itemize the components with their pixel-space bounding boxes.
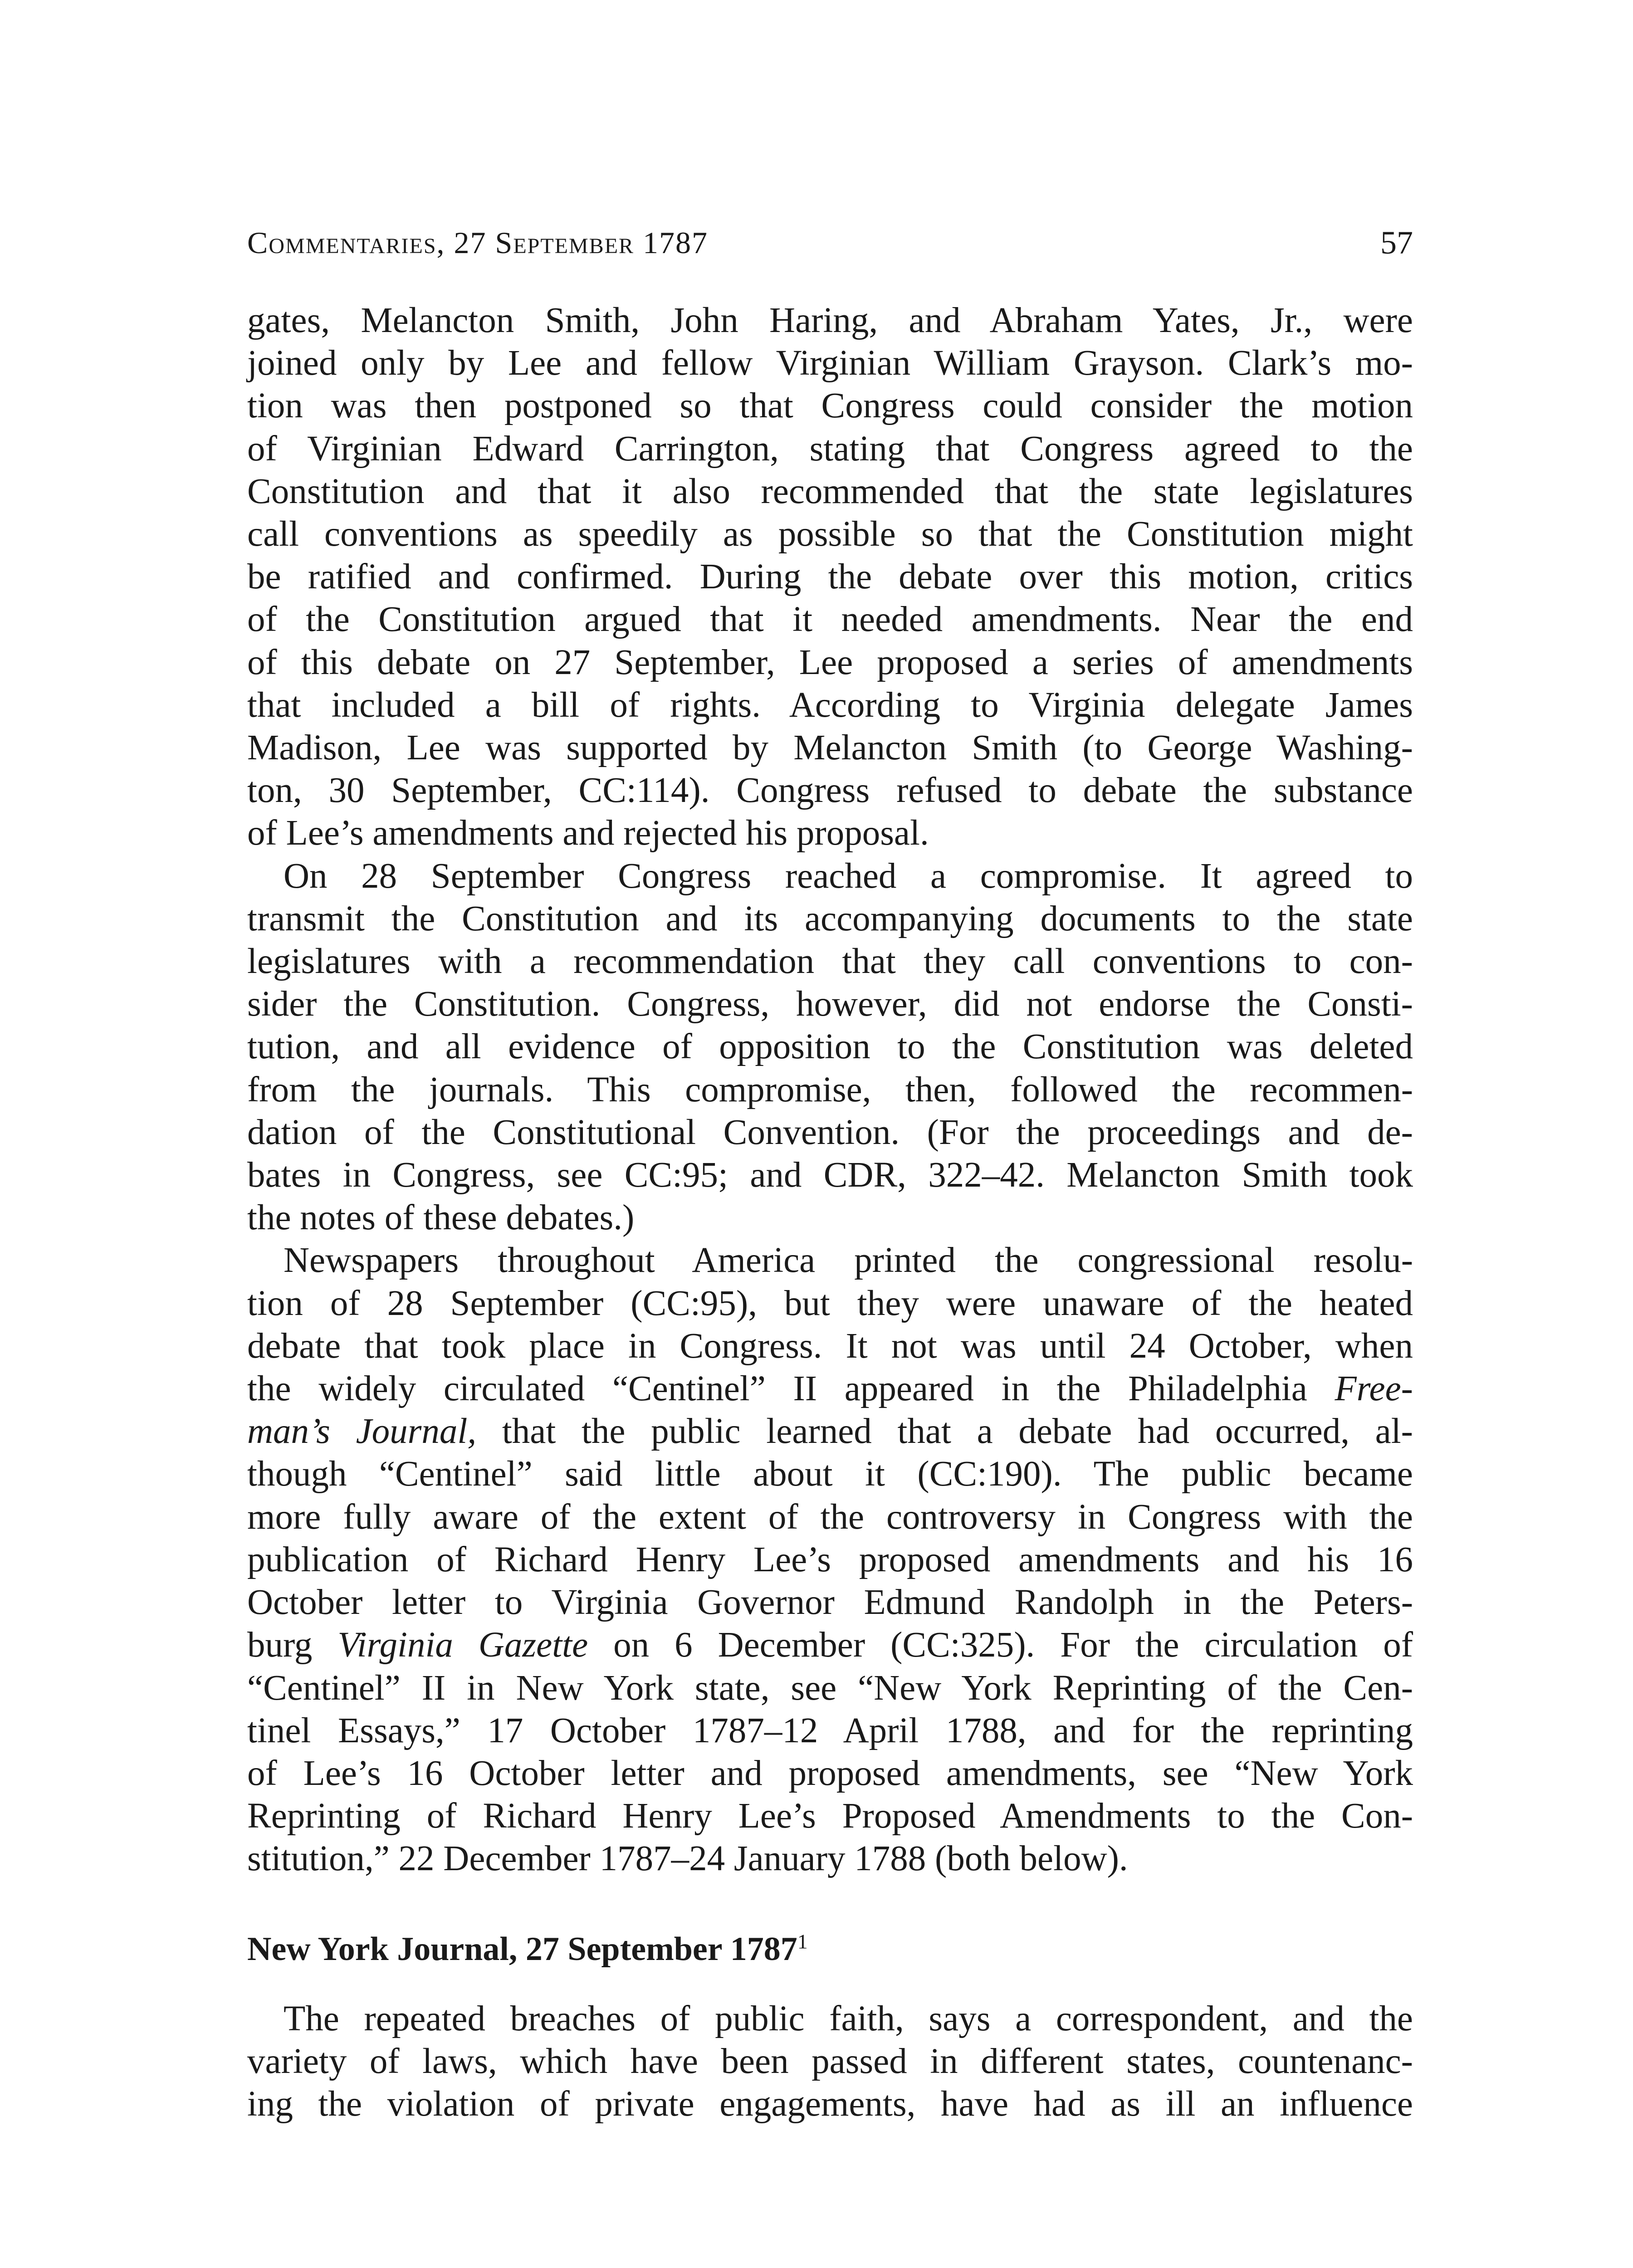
- text-line: stitution,” 22 December 1787–24 January 1788 (both below).: [247, 1839, 1128, 1879]
- page-number: 57: [1380, 225, 1413, 261]
- running-head-year: 1787: [634, 225, 709, 260]
- running-head-title: Commentaries: [247, 225, 437, 260]
- text-run: on 6 December (CC:325). For the circulation of: [588, 1625, 1413, 1665]
- text-line: [247, 1998, 1413, 2040]
- text-line: tution, and all evidence of opposition to the Constitution was deleted: [247, 1027, 1413, 1067]
- paragraph-2: [247, 855, 1413, 1240]
- text-line-content: The repeated breaches of public faith, says a correspondent, and the: [284, 1999, 1413, 2038]
- text-line: be ratified and confirmed. During the debate over this motion, critics: [247, 557, 1413, 597]
- text-line: tinel Essays,” 17 October 1787–12 April 1788, and for the reprinting: [247, 1711, 1413, 1750]
- text-run: the widely circulated “Centinel” II appeared in the Philadelphia: [247, 1369, 1335, 1409]
- footnote-reference[interactable]: 1: [797, 1929, 808, 1953]
- text-line: legislatures with a recommendation that they call conventions to con-: [247, 942, 1413, 982]
- text-run: that the public learned that a debate had occurred, al-: [476, 1412, 1413, 1452]
- text-line: Madison, Lee was supported by Melancton Smith (to George Washing-: [247, 728, 1413, 768]
- italic-title: man’s Journal,: [247, 1412, 477, 1452]
- running-head: [247, 222, 708, 263]
- paragraph-4: [247, 1998, 1413, 2126]
- page-header: [247, 222, 1413, 263]
- text-line: debate that took place in Congress. It not was until 24 October, when: [247, 1326, 1413, 1366]
- text-line: [247, 1410, 1413, 1453]
- text-line: of Lee’s 16 October letter and proposed amendments, see “New York: [247, 1753, 1413, 1793]
- text-line: tion was then postponed so that Congress could consider the motion: [247, 386, 1413, 426]
- text-line: call conventions as speedily as possible so that the Constitution might: [247, 514, 1413, 554]
- text-line: transmit the Constitution and its accompanying documents to the state: [247, 899, 1413, 938]
- text-line: ton, 30 September, CC:114). Congress refused to debate the substance: [247, 771, 1413, 811]
- text-line-content: On 28 September Congress reached a compromise. It agreed to: [284, 856, 1413, 896]
- body-text: [247, 299, 1413, 2126]
- paragraph-1: [247, 299, 1413, 855]
- text-line-content: Newspapers throughout America printed the congressional resolu-: [284, 1241, 1413, 1281]
- running-head-sep: , 27: [436, 225, 495, 260]
- text-line: [247, 1239, 1413, 1282]
- italic-title: Free-: [1335, 1369, 1413, 1409]
- text-line: [247, 1624, 1413, 1667]
- text-line: though “Centinel” said little about it (CC:190). The public became: [247, 1454, 1413, 1494]
- section-heading: [247, 1928, 1413, 1970]
- running-head-month: September: [495, 225, 635, 260]
- text-line: of this debate on 27 September, Lee proposed a series of amendments: [247, 642, 1413, 682]
- text-line: from the journals. This compromise, then, followed the recommen-: [247, 1070, 1413, 1110]
- text-line: publication of Richard Henry Lee’s proposed amendments and his 16: [247, 1540, 1413, 1579]
- text-line: more fully aware of the extent of the controversy in Congress with the: [247, 1497, 1413, 1537]
- text-line: Constitution and that it also recommended that the state legislatures: [247, 471, 1413, 511]
- text-line: “Centinel” II in New York state, see “New York Reprinting of the Cen-: [247, 1668, 1413, 1708]
- paragraph-3: [247, 1239, 1413, 1880]
- text-line: dation of the Constitutional Convention. (For the proceedings and de-: [247, 1112, 1413, 1152]
- text-line: joined only by Lee and fellow Virginian William Grayson. Clark’s mo-: [247, 343, 1413, 383]
- text-line: variety of laws, which have been passed in different states, countenanc-: [247, 2041, 1413, 2081]
- text-line: ing the violation of private engagements, have had as ill an influence: [247, 2084, 1413, 2124]
- section-heading-text: New York Journal, 27 September 1787: [247, 1930, 797, 1968]
- text-line: October letter to Virginia Governor Edmund Randolph in the Peters-: [247, 1583, 1413, 1623]
- italic-title: Virginia Gazette: [337, 1625, 588, 1665]
- text-line: of the Constitution argued that it needed amendments. Near the end: [247, 600, 1413, 640]
- text-line: tion of 28 September (CC:95), but they were unaware of the heated: [247, 1283, 1413, 1323]
- text-line: [247, 855, 1413, 898]
- text-line: gates, Melancton Smith, John Haring, and Abraham Yates, Jr., were: [247, 301, 1413, 340]
- text-run: burg: [247, 1625, 338, 1665]
- text-line: [247, 1368, 1413, 1410]
- text-line: that included a bill of rights. According to Virginia delegate James: [247, 685, 1413, 725]
- text-line: bates in Congress, see CC:95; and CDR, 322–42. Melancton Smith took: [247, 1155, 1413, 1195]
- text-line: of Lee’s amendments and rejected his proposal.: [247, 813, 929, 853]
- text-line: Reprinting of Richard Henry Lee’s Proposed Amendments to the Con-: [247, 1796, 1413, 1836]
- text-line: of Virginian Edward Carrington, stating that Congress agreed to the: [247, 429, 1413, 469]
- text-line: the notes of these debates.): [247, 1198, 635, 1238]
- text-line: sider the Constitution. Congress, however, did not endorse the Consti-: [247, 984, 1413, 1024]
